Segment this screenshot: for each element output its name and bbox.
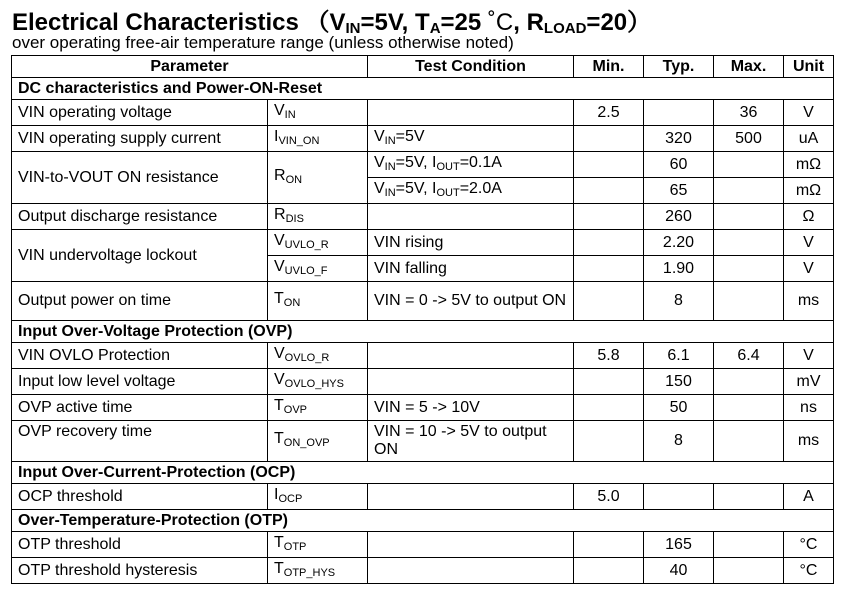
header-min: Min. <box>574 56 644 78</box>
title-rload-sub: LOAD <box>543 20 587 37</box>
max-cell: 6.4 <box>714 343 784 369</box>
section-otp: Over-Temperature-Protection (OTP) <box>12 510 834 532</box>
title-ta-val: =25 <box>440 9 482 36</box>
section-row <box>12 321 834 343</box>
symbol-cell: $I_{VIN\_ON}$ <box>268 126 368 152</box>
condition-cell: VIN = 5 -> 10V <box>368 395 574 421</box>
unit-cell: ms <box>784 282 834 321</box>
unit-cell: Ω <box>784 204 834 230</box>
unit-cell: ms <box>784 421 834 462</box>
param-cell: OTP threshold hysteresis <box>12 558 268 584</box>
unit-cell: V <box>784 343 834 369</box>
symbol-cell: $V_{IN}$ <box>268 100 368 126</box>
table-row <box>12 100 834 126</box>
header-row <box>12 56 834 78</box>
param-cell: VIN undervoltage lockout <box>12 230 268 282</box>
typ-cell <box>644 484 714 510</box>
typ-cell: 8 <box>644 421 714 462</box>
condition-cell: VIN falling <box>368 256 574 282</box>
condition-cell: VIN = 0 -> 5V to output ON <box>368 282 574 321</box>
condition-cell <box>368 100 574 126</box>
condition-cell: VIN rising <box>368 230 574 256</box>
param-cell: Input low level voltage <box>12 369 268 395</box>
condition-cell: $V_{IN}=5V$ <box>368 126 574 152</box>
table-row <box>12 395 834 421</box>
condition-cell <box>368 532 574 558</box>
typ-cell: 165 <box>644 532 714 558</box>
typ-cell: 1.90 <box>644 256 714 282</box>
symbol-cell: $R_{DIS}$ <box>268 204 368 230</box>
max-cell <box>714 204 784 230</box>
symbol-cell: $T_{OVP}$ <box>268 395 368 421</box>
typ-cell: 8 <box>644 282 714 321</box>
unit-cell: V <box>784 256 834 282</box>
typ-cell: 2.20 <box>644 230 714 256</box>
title-open: （V <box>305 9 346 36</box>
min-cell <box>574 230 644 256</box>
title-vin-sub: IN <box>345 20 361 37</box>
min-cell <box>574 256 644 282</box>
table-row <box>12 230 834 256</box>
condition-cell: $V_{IN}=5V$, $I_{OUT}=0.1A$ <box>368 152 574 178</box>
unit-cell: °C <box>784 532 834 558</box>
symbol-cell: $T_{ON\_OVP}$ <box>268 421 368 462</box>
max-cell <box>714 282 784 321</box>
section-row <box>12 510 834 532</box>
page-title <box>12 2 651 37</box>
param-cell: VIN-to-VOUT ON resistance <box>12 152 268 204</box>
header-max: Max. <box>714 56 784 78</box>
unit-cell: uA <box>784 126 834 152</box>
condition-cell <box>368 343 574 369</box>
unit-cell: mΩ <box>784 152 834 178</box>
min-cell: 5.8 <box>574 343 644 369</box>
min-cell <box>574 282 644 321</box>
symbol-cell: $T_{OTP\_HYS}$ <box>268 558 368 584</box>
condition-cell <box>368 204 574 230</box>
symbol-cell: $V_{OVLO\_R}$ <box>268 343 368 369</box>
min-cell <box>574 421 644 462</box>
title-close: ） <box>627 9 652 36</box>
min-cell: 2.5 <box>574 100 644 126</box>
max-cell <box>714 421 784 462</box>
max-cell <box>714 256 784 282</box>
symbol-cell: $V_{UVLO\_R}$ <box>268 230 368 256</box>
condition-cell <box>368 484 574 510</box>
min-cell <box>574 395 644 421</box>
typ-cell: 60 <box>644 152 714 178</box>
symbol-cell: $T_{OTP}$ <box>268 532 368 558</box>
unit-cell: mΩ <box>784 178 834 204</box>
param-cell: OTP threshold <box>12 532 268 558</box>
min-cell: 5.0 <box>574 484 644 510</box>
header-typ: Typ. <box>644 56 714 78</box>
symbol-cell: $T_{ON}$ <box>268 282 368 321</box>
table-row <box>12 558 834 584</box>
section-row <box>12 462 834 484</box>
unit-cell: V <box>784 100 834 126</box>
header-test-condition: Test Condition <box>368 56 574 78</box>
param-cell: Output discharge resistance <box>12 204 268 230</box>
title-text: Electrical Characteristics <box>12 9 299 36</box>
max-cell: 500 <box>714 126 784 152</box>
symbol-cell: $V_{UVLO\_F}$ <box>268 256 368 282</box>
param-cell: Output power on time <box>12 282 268 321</box>
max-cell <box>714 484 784 510</box>
title-ta-sub: A <box>429 20 441 37</box>
table-row <box>12 421 834 462</box>
table-row <box>12 126 834 152</box>
title-deg: ˚C <box>487 9 514 36</box>
max-cell <box>714 369 784 395</box>
min-cell <box>574 369 644 395</box>
max-cell <box>714 558 784 584</box>
header-unit: Unit <box>784 56 834 78</box>
param-cell: VIN OVLO Protection <box>12 343 268 369</box>
unit-cell: °C <box>784 558 834 584</box>
symbol-cell: $V_{OVLO\_HYS}$ <box>268 369 368 395</box>
typ-cell: 6.1 <box>644 343 714 369</box>
unit-cell: mV <box>784 369 834 395</box>
typ-cell: 50 <box>644 395 714 421</box>
condition-cell <box>368 558 574 584</box>
typ-cell: 150 <box>644 369 714 395</box>
typ-cell: 40 <box>644 558 714 584</box>
max-cell <box>714 395 784 421</box>
condition-cell <box>368 369 574 395</box>
page-subtitle: over operating free-air temperature range (unless otherwise noted) <box>12 33 514 52</box>
typ-cell: 320 <box>644 126 714 152</box>
table-row <box>12 369 834 395</box>
param-cell: VIN operating supply current <box>12 126 268 152</box>
unit-cell: V <box>784 230 834 256</box>
section-ocp: Input Over-Current-Protection (OCP) <box>12 462 834 484</box>
table-row <box>12 532 834 558</box>
section-dc: DC characteristics and Power-ON-Reset <box>12 78 834 100</box>
table-row <box>12 282 834 321</box>
condition-cell: VIN = 10 -> 5V to output ON <box>368 421 574 462</box>
unit-cell: A <box>784 484 834 510</box>
title-comma: , R <box>513 9 544 36</box>
section-ovp: Input Over-Voltage Protection (OVP) <box>12 321 834 343</box>
symbol-cell: $I_{OCP}$ <box>268 484 368 510</box>
title-rload-val: =20 <box>586 9 628 36</box>
typ-cell: 65 <box>644 178 714 204</box>
table-row <box>12 343 834 369</box>
unit-cell: ns <box>784 395 834 421</box>
max-cell <box>714 230 784 256</box>
condition-cell: $V_{IN}=5V$, $I_{OUT}=2.0A$ <box>368 178 574 204</box>
table-row <box>12 484 834 510</box>
electrical-characteristics-table <box>11 55 834 584</box>
min-cell <box>574 126 644 152</box>
param-cell: OVP recovery time <box>12 421 268 462</box>
param-cell: OVP active time <box>12 395 268 421</box>
title-vin-val: =5V, T <box>360 9 430 36</box>
min-cell <box>574 152 644 178</box>
max-cell <box>714 152 784 178</box>
max-cell <box>714 178 784 204</box>
typ-cell <box>644 100 714 126</box>
param-cell: OCP threshold <box>12 484 268 510</box>
min-cell <box>574 204 644 230</box>
param-cell: VIN operating voltage <box>12 100 268 126</box>
typ-cell: 260 <box>644 204 714 230</box>
min-cell <box>574 178 644 204</box>
section-row <box>12 78 834 100</box>
min-cell <box>574 532 644 558</box>
table-row <box>12 152 834 178</box>
header-parameter: Parameter <box>12 56 368 78</box>
min-cell <box>574 558 644 584</box>
symbol-cell: $R_{ON}$ <box>268 152 368 204</box>
max-cell: 36 <box>714 100 784 126</box>
max-cell <box>714 532 784 558</box>
table-row <box>12 204 834 230</box>
